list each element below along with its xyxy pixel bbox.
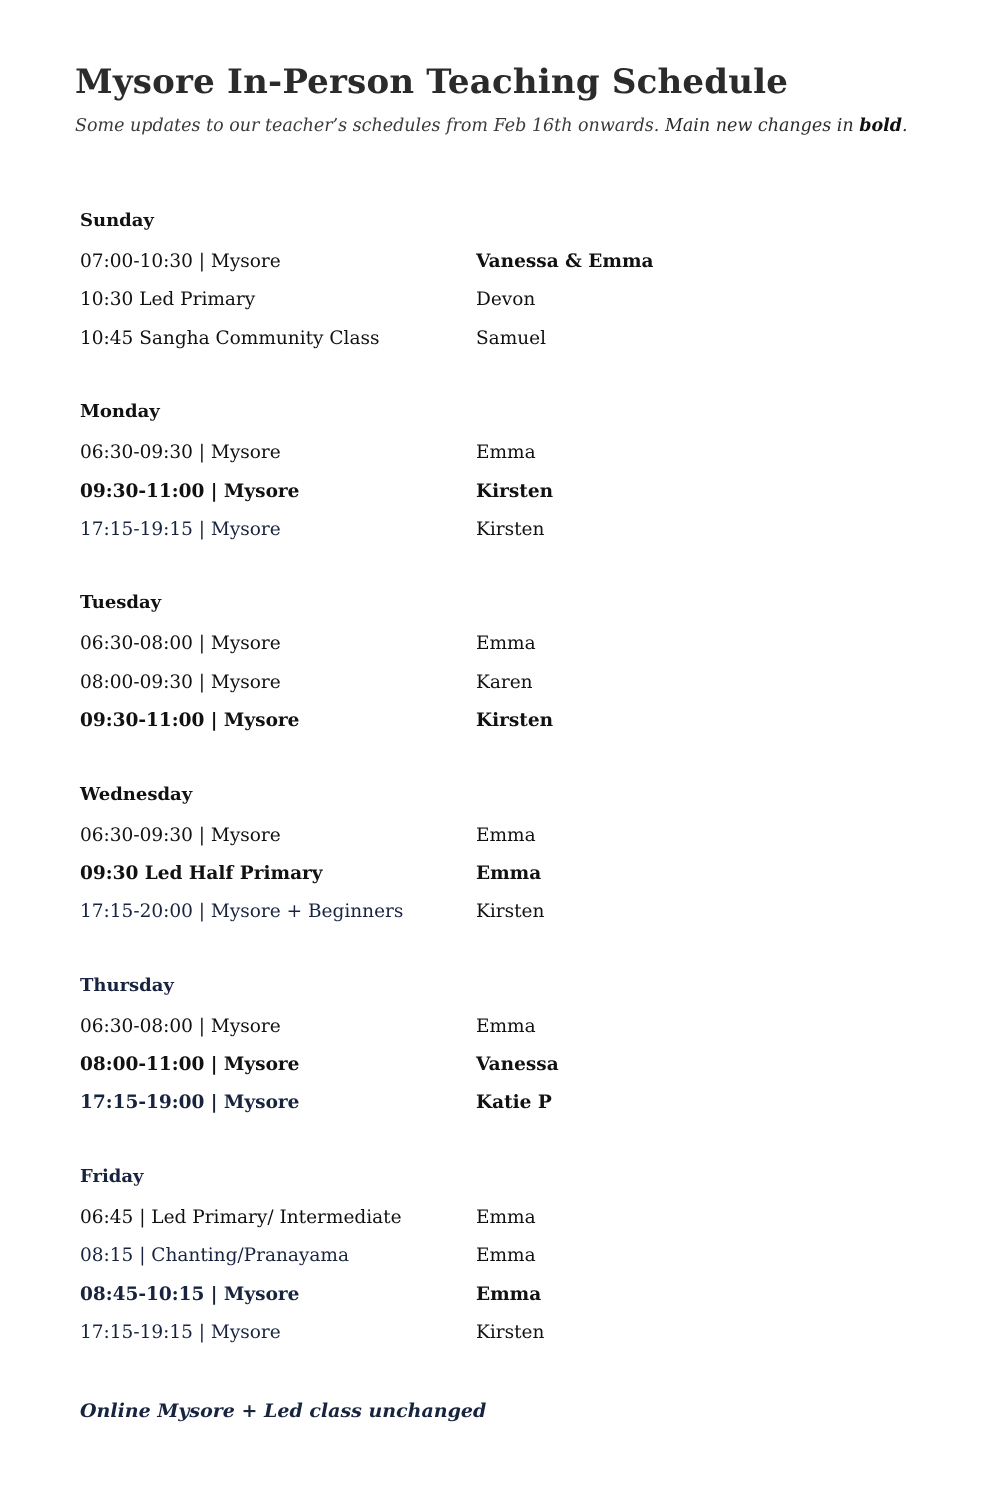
- schedule-row: [80, 817, 900, 855]
- teacher-name: Kirsten: [476, 901, 545, 923]
- class-time: 10:45 Sangha Community Class: [80, 327, 380, 349]
- teacher-name: Samuel: [476, 327, 547, 349]
- class-time: 17:15-19:00 | Mysore: [80, 1092, 300, 1114]
- teacher-name: Devon: [476, 289, 536, 311]
- page-title: Mysore In-Person Teaching Schedule: [75, 62, 789, 102]
- teacher-name: Vanessa & Emma: [476, 251, 654, 272]
- class-time: 10:30 Led Primary: [80, 289, 256, 311]
- schedule-row: [80, 511, 900, 549]
- class-time: 08:00-11:00 | Mysore: [80, 1054, 300, 1076]
- teacher-name: Emma: [476, 824, 536, 846]
- teacher-name: Emma: [476, 1283, 542, 1305]
- online-classes-note: Online Mysore + Led class unchanged: [80, 1400, 487, 1422]
- page-subtitle: [75, 116, 908, 136]
- day-heading: Thursday: [80, 974, 174, 996]
- day-heading: Tuesday: [80, 592, 162, 614]
- schedule-row-changed: [80, 1046, 900, 1084]
- class-time: 06:30-08:00 | Mysore: [80, 1015, 281, 1037]
- day-section-sunday: [80, 205, 900, 358]
- class-time: 06:30-09:30 | Mysore: [80, 442, 281, 464]
- teacher-name: Katie P: [476, 1092, 552, 1114]
- teacher-name: Emma: [476, 1206, 536, 1228]
- teacher-name: Emma: [476, 633, 536, 655]
- subtitle-main: Main new changes in: [664, 116, 854, 136]
- class-time: 06:30-08:00 | Mysore: [80, 633, 281, 655]
- teacher-name: Kirsten: [476, 1322, 545, 1344]
- schedule-row: [80, 1008, 900, 1046]
- schedule-row: [80, 893, 900, 931]
- schedule-row: [80, 1314, 900, 1352]
- schedule-row: [80, 1199, 900, 1237]
- schedule-row: [80, 1237, 900, 1275]
- day-heading: Monday: [80, 401, 160, 423]
- day-section-thursday: [80, 970, 900, 1123]
- day-section-friday: [80, 1161, 900, 1353]
- class-time: 06:30-09:30 | Mysore: [80, 824, 281, 846]
- subtitle-bold-word: bold: [859, 116, 903, 136]
- schedule-row-changed: [80, 473, 900, 511]
- day-heading: Friday: [80, 1165, 144, 1187]
- teacher-name: Emma: [476, 1015, 536, 1037]
- schedule-row-changed: [80, 855, 900, 893]
- day-heading: Wednesday: [80, 783, 193, 805]
- class-time: 17:15-19:15 | Mysore: [80, 1322, 281, 1344]
- schedule-row: [80, 434, 900, 472]
- schedule-row-changed: [80, 1276, 900, 1314]
- class-time: 09:30 Led Half Primary: [80, 862, 323, 884]
- day-section-wednesday: [80, 779, 900, 932]
- class-time: 08:00-09:30 | Mysore: [80, 671, 281, 693]
- schedule-row: [80, 320, 900, 358]
- teacher-name: Emma: [476, 862, 542, 884]
- teacher-name: Kirsten: [476, 480, 554, 502]
- class-time: 09:30-11:00 | Mysore: [80, 480, 300, 502]
- class-time: 17:15-19:15 | Mysore: [80, 518, 281, 540]
- class-time: 09:30-11:00 | Mysore: [80, 710, 300, 732]
- class-time: 06:45 | Led Primary/ Intermediate: [80, 1206, 402, 1228]
- schedule-row: [80, 243, 900, 281]
- teacher-name: Kirsten: [476, 710, 554, 732]
- schedule-row-changed: [80, 1084, 900, 1122]
- class-time: 08:15 | Chanting/Pranayama: [80, 1245, 349, 1267]
- schedule-list: [80, 205, 900, 1390]
- teacher-name: Karen: [476, 671, 533, 693]
- day-section-monday: [80, 396, 900, 549]
- class-time: 08:45-10:15 | Mysore: [80, 1283, 300, 1305]
- teacher-name: Kirsten: [476, 518, 545, 540]
- schedule-row: [80, 625, 900, 663]
- teacher-name: Emma: [476, 1245, 536, 1267]
- subtitle-lead: Some updates to our teacher’s schedules from Feb 16th onwards.: [75, 116, 660, 136]
- teacher-name: Vanessa: [476, 1054, 559, 1076]
- class-time: 07:00-10:30 | Mysore: [80, 251, 281, 272]
- day-section-tuesday: [80, 587, 900, 740]
- subtitle-end: .: [902, 116, 908, 136]
- schedule-row: [80, 664, 900, 702]
- schedule-row: [80, 281, 900, 319]
- day-heading: Sunday: [80, 210, 154, 231]
- teacher-name: Emma: [476, 442, 536, 464]
- class-time: 17:15-20:00 | Mysore + Beginners: [80, 901, 404, 923]
- schedule-row-changed: [80, 702, 900, 740]
